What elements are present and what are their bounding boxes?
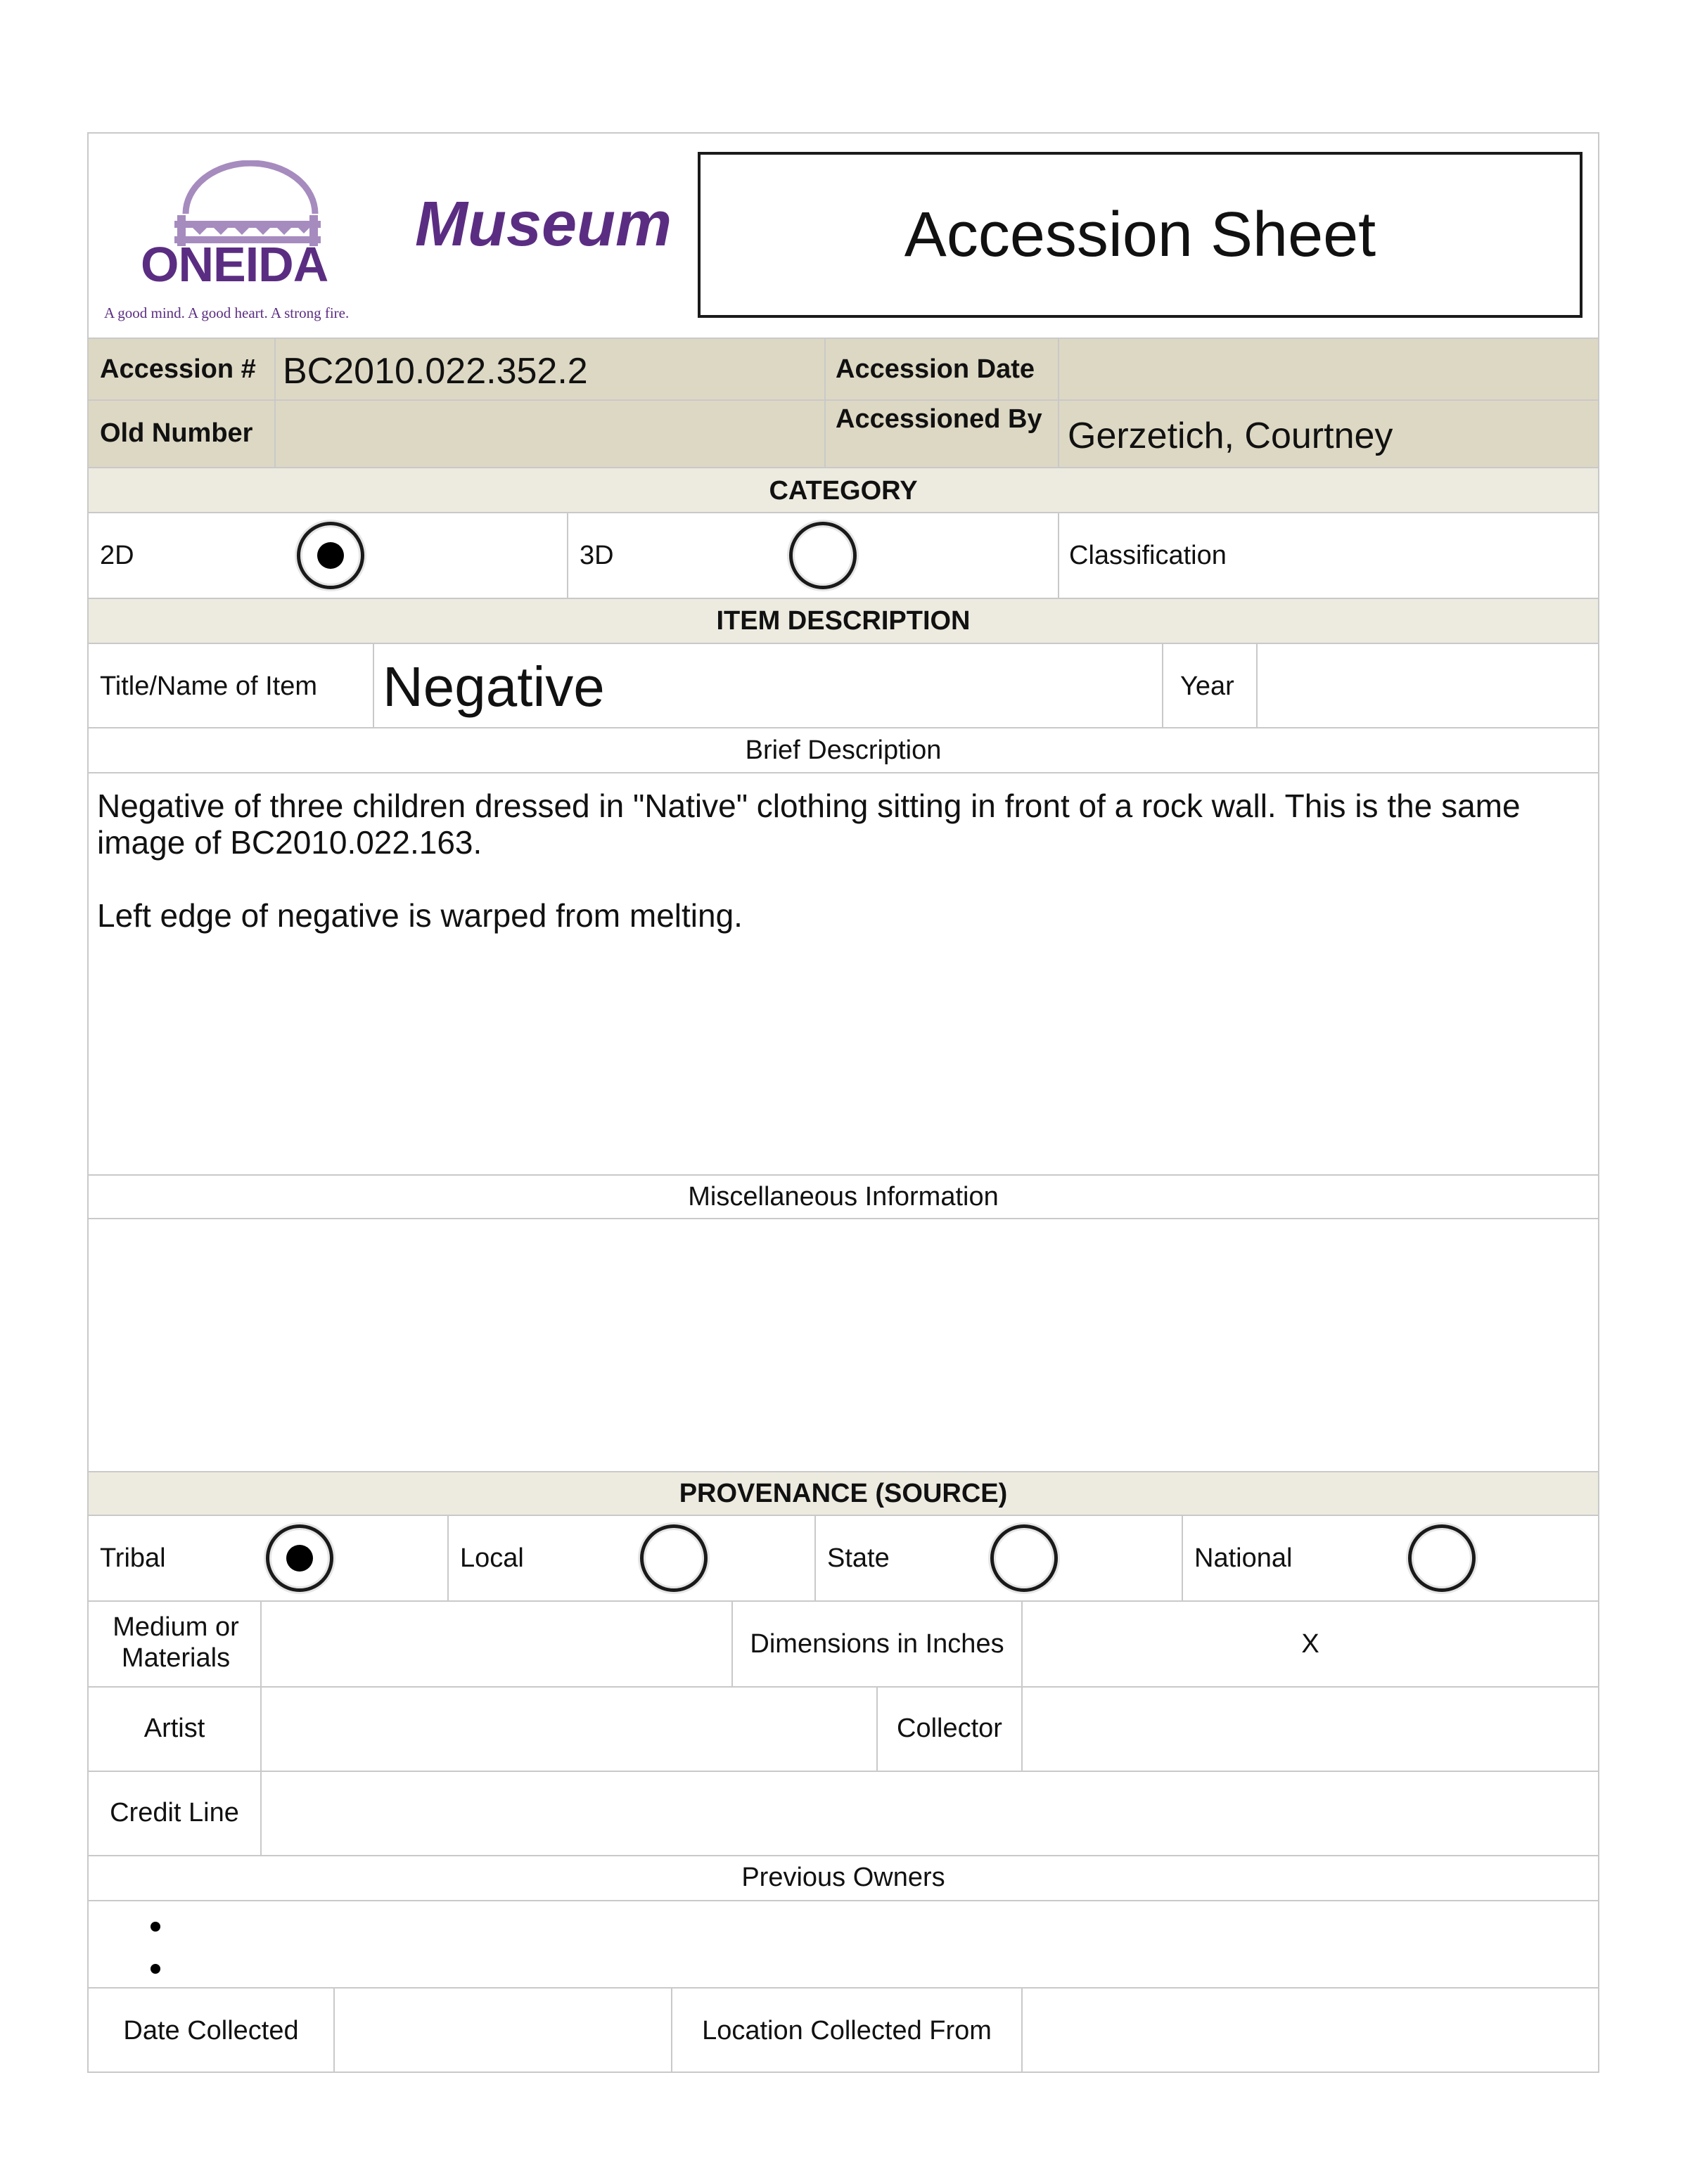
- previous-owner-bullet: [151, 1922, 160, 1932]
- provenance-state-radio[interactable]: [990, 1524, 1058, 1592]
- year-field[interactable]: [1260, 647, 1594, 723]
- category-3d-radio[interactable]: [789, 522, 857, 589]
- radio-selected-dot: [317, 542, 344, 569]
- provenance-local-label: Local: [460, 1543, 524, 1573]
- misc-info-label: Miscellaneous Information: [688, 1182, 999, 1212]
- accession-date-field[interactable]: [1062, 342, 1594, 397]
- previous-owners-label: Previous Owners: [741, 1863, 945, 1892]
- medium-field[interactable]: [264, 1606, 727, 1682]
- item-title-label: Title/Name of Item: [100, 672, 318, 701]
- medium-label: Medium or Materials: [113, 1612, 239, 1673]
- credit-line-field[interactable]: [264, 1775, 1594, 1851]
- location-collected-field[interactable]: [1025, 1991, 1594, 2067]
- category-heading: CATEGORY: [769, 476, 918, 506]
- date-collected-field[interactable]: [338, 1991, 667, 2067]
- brief-description-label: Brief Description: [745, 736, 942, 765]
- collector-field[interactable]: [1025, 1690, 1594, 1766]
- logo-name: ONEIDA: [141, 237, 328, 292]
- provenance-tribal-label: Tribal: [100, 1543, 166, 1573]
- category-2d-radio[interactable]: [297, 522, 364, 589]
- collector-label: Collector: [897, 1714, 1002, 1743]
- item-title-field[interactable]: Negative: [383, 655, 605, 718]
- misc-info-field[interactable]: [93, 1223, 1594, 1467]
- provenance-state-label: State: [827, 1543, 890, 1573]
- brief-description-field[interactable]: Negative of three children dressed in "Native" clothing sitting in front of a rock wall. This is the same image of BC2010.022.163. Left edge of negative is warped from melting.: [97, 788, 1521, 934]
- dimensions-field[interactable]: X: [1301, 1629, 1319, 1659]
- page-title: Accession Sheet: [904, 199, 1376, 270]
- museum-label: Museum: [415, 189, 672, 259]
- radio-selected-dot: [286, 1545, 313, 1572]
- logo-tagline: A good mind. A good heart. A strong fire.: [104, 304, 350, 321]
- classification-label: Classification: [1069, 541, 1227, 570]
- provenance-heading: PROVENANCE (SOURCE): [679, 1479, 1008, 1508]
- provenance-local-radio[interactable]: [640, 1524, 708, 1592]
- previous-owners-field[interactable]: [176, 1904, 1594, 1983]
- old-number-field[interactable]: [279, 404, 820, 464]
- provenance-tribal-radio[interactable]: [266, 1524, 333, 1592]
- accessioned-by-field[interactable]: Gerzetich, Courtney: [1068, 416, 1393, 456]
- artist-label: Artist: [143, 1714, 205, 1743]
- date-collected-label: Date Collected: [123, 2016, 299, 2045]
- classification-field[interactable]: [1238, 518, 1590, 593]
- item-description-heading: ITEM DESCRIPTION: [716, 606, 971, 636]
- previous-owner-bullet: [151, 1964, 160, 1974]
- accession-number-label: Accession #: [100, 354, 256, 384]
- accession-date-label: Accession Date: [836, 354, 1035, 384]
- year-label: Year: [1180, 672, 1234, 701]
- category-3d-label: 3D: [580, 541, 614, 570]
- accessioned-by-label: Accessioned By: [836, 404, 1042, 434]
- provenance-national-radio[interactable]: [1408, 1524, 1476, 1592]
- artist-field[interactable]: [264, 1690, 872, 1766]
- old-number-label: Old Number: [100, 418, 253, 448]
- location-collected-label: Location Collected From: [702, 2016, 992, 2045]
- credit-line-label: Credit Line: [110, 1798, 239, 1828]
- accession-number-field[interactable]: BC2010.022.352.2: [283, 351, 588, 392]
- dimensions-label: Dimensions in Inches: [750, 1629, 1004, 1659]
- category-2d-label: 2D: [100, 541, 134, 570]
- provenance-national-label: National: [1194, 1543, 1293, 1573]
